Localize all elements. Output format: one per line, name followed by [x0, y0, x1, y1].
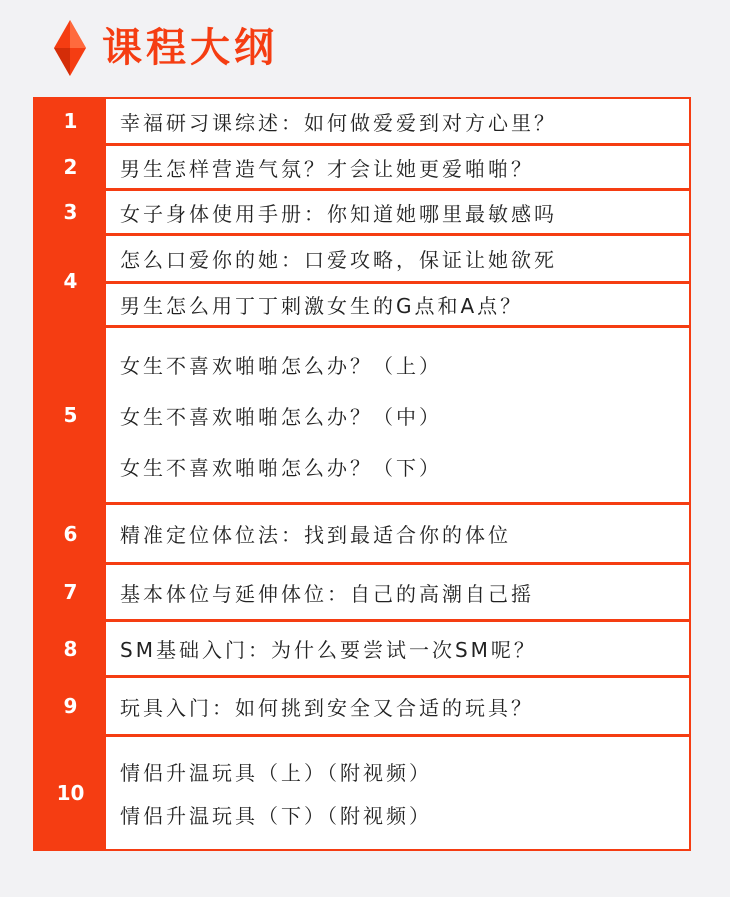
course-outline-table	[33, 97, 691, 851]
row-number: 3	[35, 191, 106, 233]
row-number: 7	[35, 565, 106, 619]
page-title: 课程大纲	[102, 25, 278, 71]
lesson-title: 怎么口爱你的她：口爱攻略，保证让她欲死	[120, 247, 557, 272]
lesson-title: 女生不喜欢啪啪怎么办？（上）	[120, 353, 442, 378]
lesson-title: 女生不喜欢啪啪怎么办？（下）	[120, 455, 442, 480]
table-row	[35, 99, 689, 143]
row-items	[106, 505, 689, 562]
row-number: 2	[35, 146, 106, 188]
lesson-title: 玩具入门：如何挑到安全又合适的玩具？	[120, 695, 534, 720]
diamond-icon	[52, 18, 88, 78]
table-row	[35, 562, 689, 619]
lesson-title: 女子身体使用手册：你知道她哪里最敏感吗	[120, 201, 557, 226]
table-row	[35, 233, 689, 325]
table-row	[35, 502, 689, 562]
row-number: 4	[35, 236, 106, 325]
row-items	[106, 737, 689, 849]
lesson-title: 情侣升温玩具（上）（附视频）	[120, 761, 432, 785]
lesson-title: 精准定位体位法：找到最适合你的体位	[120, 523, 511, 547]
table-row	[35, 188, 689, 233]
row-items	[106, 146, 689, 188]
table-row	[35, 675, 689, 734]
lesson-title: SM基础入门：为什么要尝试一次SM呢？	[120, 638, 537, 662]
row-number: 10	[35, 737, 106, 849]
table-row	[35, 325, 689, 502]
row-items	[106, 328, 689, 502]
row-number: 9	[35, 678, 106, 734]
row-number: 6	[35, 505, 106, 562]
row-items	[106, 622, 689, 675]
lesson-title: 男生怎么用丁丁刺激女生的G点和A点？	[106, 281, 689, 326]
row-number: 8	[35, 622, 106, 675]
row-number: 5	[35, 328, 106, 502]
row-items	[106, 99, 689, 143]
row-items	[106, 678, 689, 734]
lesson-title: 女生不喜欢啪啪怎么办？（中）	[120, 404, 442, 429]
row-number: 1	[35, 99, 106, 143]
lesson-title: 男生怎样营造气氛？才会让她更爱啪啪？	[120, 156, 534, 181]
row-items	[106, 565, 689, 619]
table-row	[35, 619, 689, 675]
table-row	[35, 734, 689, 849]
row-items	[106, 236, 689, 325]
row-items	[106, 191, 689, 233]
lesson-title: 幸福研习课综述：如何做爱爱到对方心里？	[120, 110, 557, 135]
table-row	[35, 143, 689, 188]
lesson-title: 基本体位与延伸体位：自己的高潮自己摇	[120, 581, 534, 606]
page-header	[52, 18, 278, 78]
lesson-title: 情侣升温玩具（下）（附视频）	[120, 804, 432, 828]
